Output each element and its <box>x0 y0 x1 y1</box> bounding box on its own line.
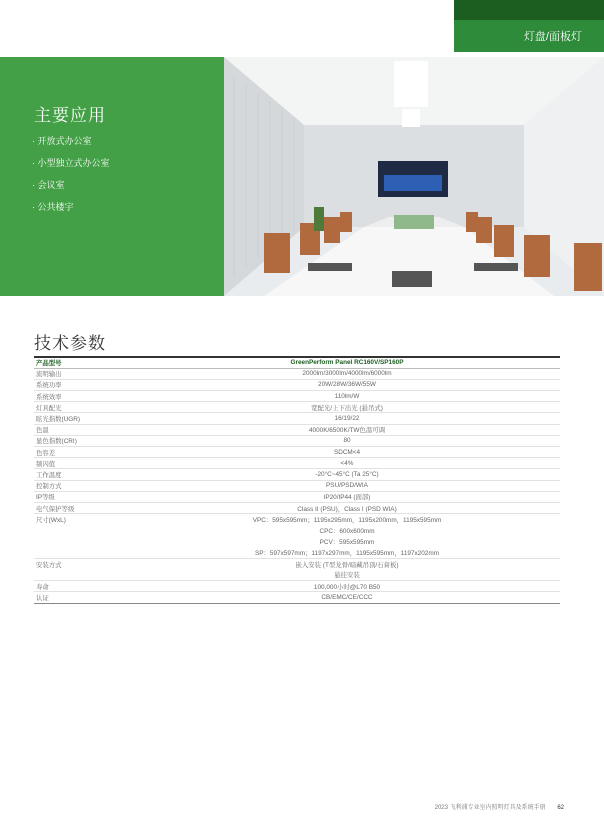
spec-value: 110lm/W <box>134 391 560 402</box>
spec-value: PCV：595x595mm <box>319 539 375 547</box>
application-item: · 开放式办公室 <box>32 134 110 156</box>
table-row <box>34 592 560 603</box>
category-tab-label: 灯盘/面板灯 <box>454 20 604 52</box>
spec-key: 眩光指数(UGR) <box>34 413 134 424</box>
table-row-install <box>34 570 560 581</box>
spec-key: IP等级 <box>34 491 134 502</box>
tab-stripe <box>454 0 604 20</box>
spec-value: -20°C~45°C (Ta 25°C) <box>134 469 560 480</box>
application-item: · 公共楼宇 <box>32 200 110 222</box>
applications-title: 主要应用 <box>34 106 106 125</box>
table-row-size <box>34 547 560 558</box>
table-row <box>34 435 560 446</box>
spec-value: 悬挂安装 <box>134 570 560 581</box>
spec-key: 系统效率 <box>34 391 134 402</box>
spec-key: 色温 <box>34 424 134 435</box>
spec-key: 灯具配光 <box>34 402 134 413</box>
table-row <box>34 368 560 379</box>
spec-value: 4000K/6500K/TW色温可调 <box>134 424 560 435</box>
spec-value: Class II (PSU)，Class I (PSD WIA) <box>134 502 560 513</box>
specs-title: 技术参数 <box>34 334 106 353</box>
spec-value: 20W/28W/36W/55W <box>134 379 560 390</box>
table-row <box>34 502 560 513</box>
table-row <box>34 413 560 424</box>
page-number: 62 <box>557 805 564 811</box>
spec-value: SP：597x597mm；1197x297mm，1195x595mm，1197x202mm <box>134 547 560 558</box>
header-key-cell: 产品型号 <box>34 357 134 368</box>
application-item: · 小型独立式办公室 <box>32 156 110 178</box>
spec-value: CB/EMC/CE/CCC <box>134 592 560 603</box>
spec-value: VPC：595x595mm；1195x295mm，1195x200mm，1195x595mm <box>252 516 442 524</box>
spec-key: 尺寸(WxL) <box>36 516 66 524</box>
table-row-size <box>34 514 560 525</box>
spec-key: 流明输出 <box>34 368 134 379</box>
spec-key: 电气保护等级 <box>34 502 134 513</box>
table-row <box>34 458 560 469</box>
spec-key: 寿命 <box>34 581 134 592</box>
spec-value: 2000lm/3000lm/4000lm/6000lm <box>134 368 560 379</box>
page-footer <box>435 802 564 811</box>
spec-key: 控制方式 <box>34 480 134 491</box>
specs-table <box>34 356 560 604</box>
table-row-size <box>34 525 560 536</box>
conference-room-photo <box>224 57 604 296</box>
spec-value: <4% <box>134 458 560 469</box>
table-row <box>34 447 560 458</box>
spec-key: 工作温度 <box>34 469 134 480</box>
spec-key: 系统功率 <box>34 379 134 390</box>
spec-value: 嵌入安装 (T型龙骨/暗藏吊顶/石膏板) <box>295 561 399 569</box>
table-row <box>34 402 560 413</box>
hero-section <box>0 57 604 296</box>
spec-value: IP20/IP44 (面部) <box>134 491 560 502</box>
application-item: · 会议室 <box>32 178 110 200</box>
spec-value: 宽配光/上下出光 (悬吊式) <box>134 402 560 413</box>
table-row <box>34 391 560 402</box>
spec-key: 色容差 <box>34 447 134 458</box>
spec-key: 频闪值 <box>34 458 134 469</box>
spec-value: SDCM<4 <box>134 447 560 458</box>
table-row-install <box>34 558 560 569</box>
table-row <box>34 480 560 491</box>
spec-value: 100,000小时@L70 B50 <box>134 581 560 592</box>
spec-key: 安装方式 <box>36 561 62 569</box>
table-row <box>34 424 560 435</box>
spec-value: 80 <box>134 435 560 446</box>
table-row-size <box>34 536 560 547</box>
footer-caption: 2023 飞利浦专业室内照明灯具及系统手册 <box>434 805 546 811</box>
applications-list <box>32 134 110 222</box>
table-header-row <box>34 357 560 368</box>
spec-key: 认证 <box>34 592 134 603</box>
spec-key: 显色指数(CRI) <box>34 435 134 446</box>
table-row <box>34 581 560 592</box>
category-tab <box>454 0 604 52</box>
applications-panel <box>0 57 224 296</box>
spec-value: CPC：600x600mm <box>319 527 375 535</box>
spec-value: PSU/PSD/WIA <box>134 480 560 491</box>
table-row <box>34 491 560 502</box>
table-row <box>34 469 560 480</box>
spec-value: 16/19/22 <box>134 413 560 424</box>
header-value-cell: GreenPerform Panel RC160V/SP160P <box>134 357 560 368</box>
table-row <box>34 379 560 390</box>
